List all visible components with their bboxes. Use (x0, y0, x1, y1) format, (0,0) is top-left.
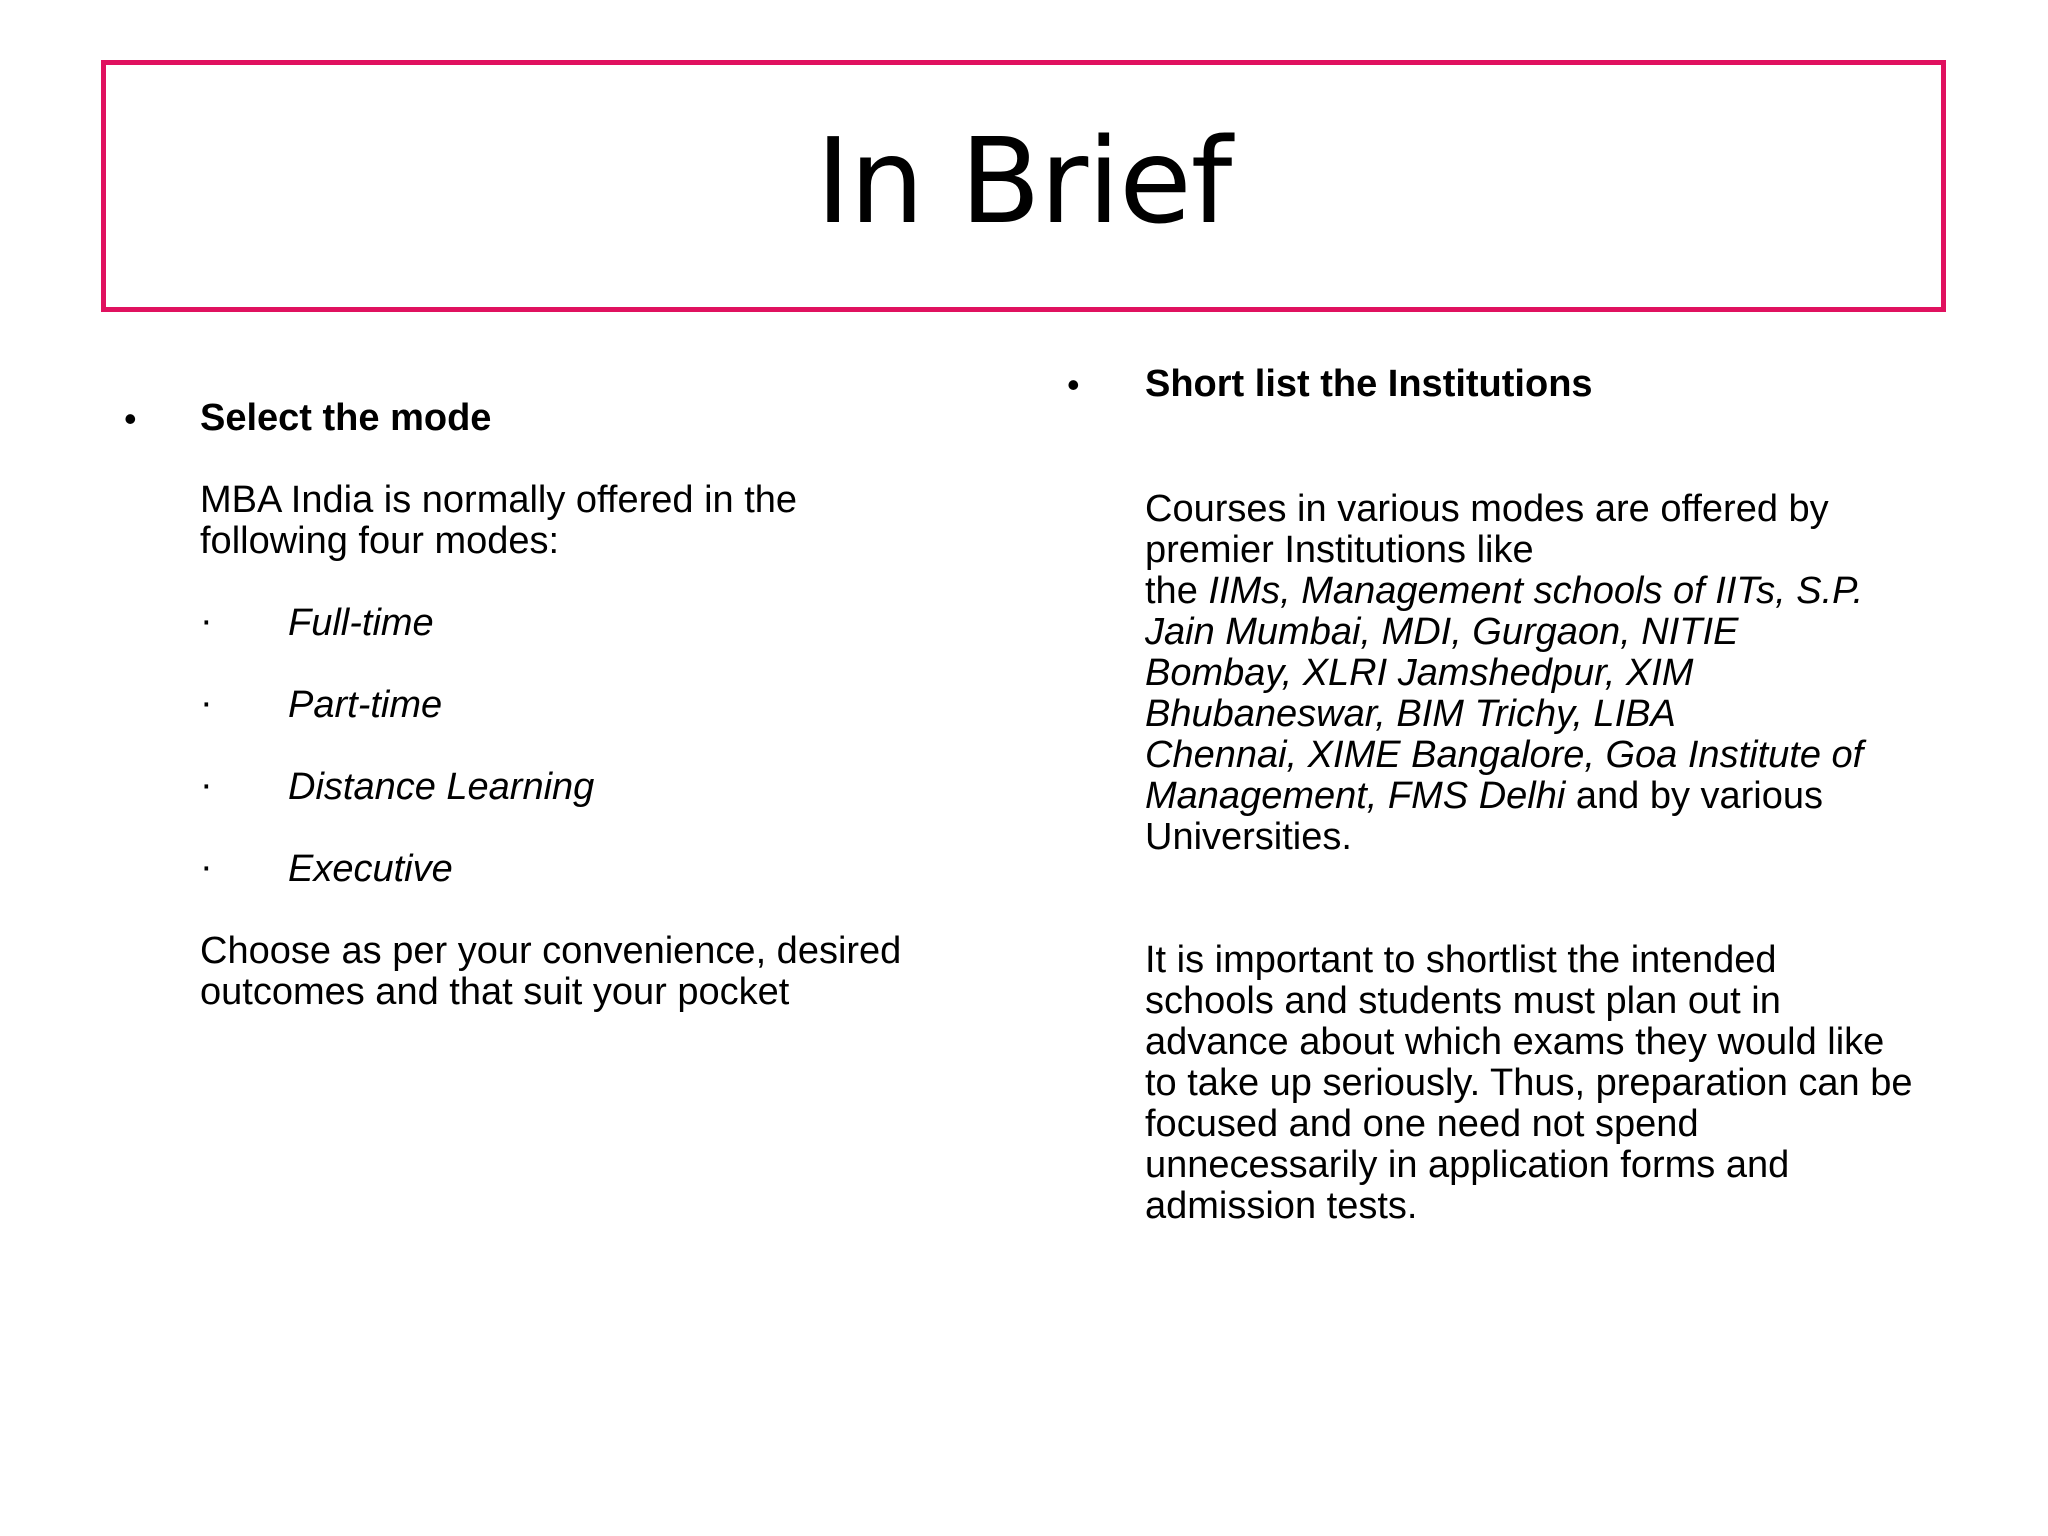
mode-list (200, 600, 940, 890)
mode-label: Executive (288, 848, 453, 890)
right-p1-line-5: Bombay, XLRI Jamshedpur, XIM (1145, 652, 1694, 694)
left-body (120, 480, 940, 1013)
right-p1-line-9: Universities. (1145, 816, 1352, 858)
right-p1-line-8-plain: and by various (1565, 775, 1824, 817)
mode-label: Part-time (288, 684, 443, 726)
right-p1-line-8 (1145, 776, 1953, 817)
right-p2-line-2: schools and students must plan out in (1145, 980, 1781, 1022)
left-intro-line-2: following four modes: (200, 520, 560, 562)
mode-item-full-time (200, 600, 940, 644)
mode-label: Full-time (288, 602, 434, 644)
bullet-icon: • (1067, 364, 1080, 405)
right-p2-line-5: focused and one need not spend (1145, 1103, 1699, 1145)
right-p1-line-3-plain: the (1145, 570, 1209, 612)
mode-item-executive (200, 846, 940, 890)
right-p1-line-3 (1145, 571, 1953, 612)
left-bullet-heading (120, 398, 940, 439)
right-p2-line-6: unnecessarily in application forms and (1145, 1144, 1790, 1186)
left-intro-line-1: MBA India is normally offered in the (200, 479, 798, 521)
mode-item-distance-learning (200, 764, 940, 808)
left-outro (200, 931, 940, 1013)
mode-bullet-icon: · (200, 600, 213, 642)
right-p1-line-2: premier Institutions like (1145, 529, 1534, 571)
right-p1-line-1: Courses in various modes are offered by (1145, 488, 1829, 530)
mode-label: Distance Learning (288, 766, 595, 808)
right-paragraph-2 (1063, 940, 1953, 1227)
mode-item-part-time (200, 682, 940, 726)
left-outro-line-2: outcomes and that suit your pocket (200, 971, 790, 1013)
right-p1-line-6: Bhubaneswar, BIM Trichy, LIBA (1145, 693, 1676, 735)
left-outro-line-1: Choose as per your convenience, desired (200, 930, 902, 972)
right-p2-line-3: advance about which exams they would like (1145, 1021, 1885, 1063)
right-bullet-heading (1063, 364, 1953, 405)
right-p2-line-7: admission tests. (1145, 1185, 1418, 1227)
right-column (1063, 364, 1953, 1227)
right-p1-line-3-italic: IIMs, Management schools of IITs, S.P. (1208, 570, 1864, 612)
bullet-icon: • (124, 398, 137, 439)
left-column (120, 398, 940, 1013)
title-box (101, 60, 1946, 312)
right-p2-line-4: to take up seriously. Thus, preparation can be (1145, 1062, 1913, 1104)
slide-title: In Brief (815, 112, 1232, 250)
right-p1-line-8-italic: Management, FMS Delhi (1145, 775, 1566, 817)
left-heading: Select the mode (200, 397, 492, 439)
right-p1-line-7: Chennai, XIME Bangalore, Goa Institute of (1145, 734, 1864, 776)
right-paragraph-1 (1063, 489, 1953, 858)
mode-bullet-icon: · (200, 846, 213, 888)
mode-bullet-icon: · (200, 764, 213, 806)
mode-bullet-icon: · (200, 682, 213, 724)
right-p2-line-1: It is important to shortlist the intended (1145, 939, 1777, 981)
right-p1-line-4: Jain Mumbai, MDI, Gurgaon, NITIE (1145, 611, 1739, 653)
right-heading: Short list the Institutions (1145, 363, 1593, 405)
